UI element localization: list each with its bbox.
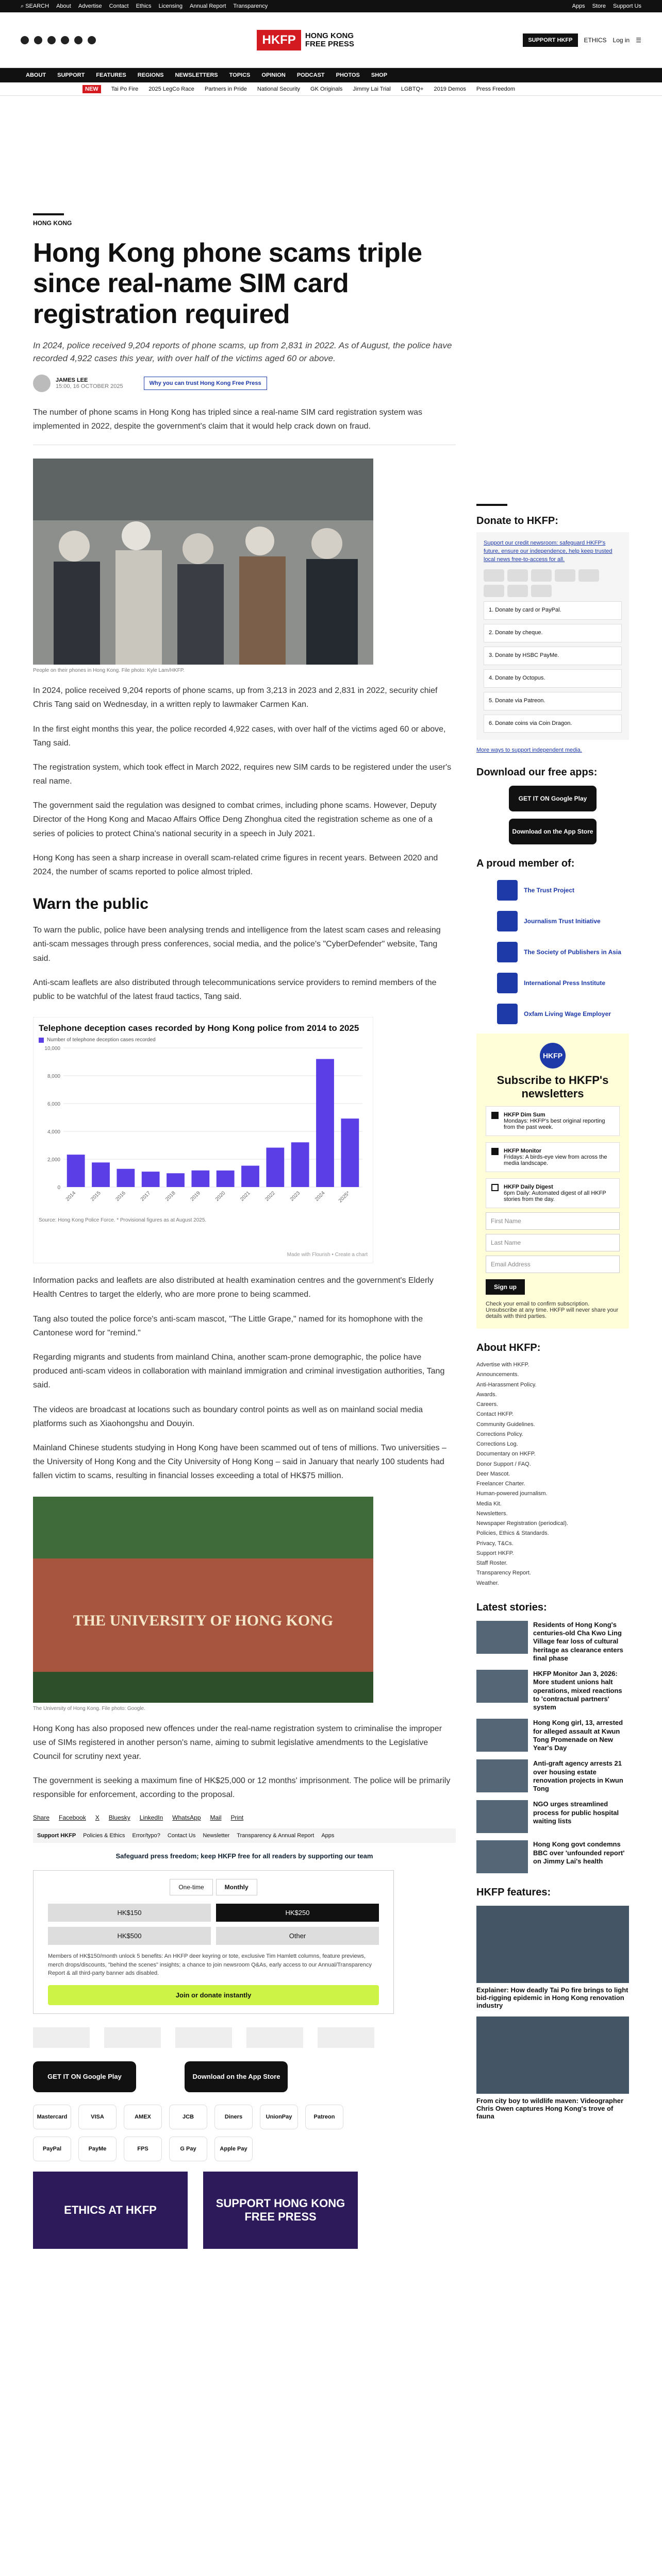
nav-item[interactable]: REGIONS bbox=[137, 72, 164, 78]
paragraph: To warn the public, police have been analysing trends and intelligence from the latest scam cases and releasing anti-scam messages through press conferences, social media, and the police's "CyberDefender" website, Tang said. bbox=[33, 926, 441, 963]
pay-icon: Patreon bbox=[305, 2105, 343, 2129]
pay-icon: PayMe bbox=[78, 2137, 117, 2161]
about-link[interactable]: Staff Roster. bbox=[476, 1560, 508, 1567]
bar[interactable] bbox=[117, 1169, 135, 1187]
paragraph: The registration system, which took effect in March 2022, requires new SIM cards to be registered under the user's real name. bbox=[33, 762, 452, 786]
util-link[interactable]: Store bbox=[592, 3, 606, 9]
hkfp-badge: HKFP bbox=[540, 1043, 566, 1069]
member-title: A proud member of: bbox=[476, 858, 575, 870]
signup-button[interactable]: Sign up bbox=[486, 1279, 525, 1295]
story-title[interactable]: Residents of Hong Kong's centuries-old Cha Kwo Ling Village fear loss of cultural heritage as clearance enters final phase bbox=[533, 1620, 623, 1662]
bar[interactable] bbox=[191, 1171, 209, 1187]
email-input[interactable]: Email Address bbox=[486, 1256, 620, 1273]
lead-paragraph: The number of phone scams in Hong Kong has tripled since a real-name SIM card registration system was implemented in 2022, despite the government's claim that it would help crack down on fraud. bbox=[33, 405, 456, 445]
publish-date: 15:00, 16 OCTOBER 2025 bbox=[56, 383, 123, 389]
about-link[interactable]: Support HKFP. bbox=[476, 1550, 514, 1556]
one-time-toggle[interactable]: One-time bbox=[170, 1879, 212, 1895]
util-link[interactable]: Annual Report bbox=[190, 3, 226, 9]
trending-link[interactable]: 2025 LegCo Race bbox=[148, 86, 194, 92]
member-name: The Society of Publishers in Asia bbox=[524, 948, 621, 956]
about-link[interactable]: Contact HKFP. bbox=[476, 1411, 514, 1418]
story-title[interactable]: HKFP Monitor Jan 3, 2026: More student unions halt operations, mixed reactions to 'contractual partners' system bbox=[533, 1670, 622, 1711]
nav-item[interactable]: NEWSLETTERS bbox=[175, 72, 218, 78]
trust-project-logo bbox=[33, 2027, 90, 2048]
story-title[interactable]: Hong Kong govt condemns BBC over 'unfounded report' on Jimmy Lai's health bbox=[533, 1840, 625, 1865]
story-title[interactable]: Anti-graft agency arrests 21 over housing estate renovation projects in Kwun Tong bbox=[533, 1759, 623, 1793]
support-link[interactable]: Support HKFP bbox=[37, 1833, 76, 1839]
tier-option-selected[interactable]: HK$250 bbox=[216, 1904, 379, 1922]
support-button[interactable]: SUPPORT HKFP bbox=[523, 33, 577, 47]
about-link[interactable]: Anti-Harassment Policy. bbox=[476, 1381, 537, 1388]
support-link[interactable]: Error/typo? bbox=[132, 1833, 160, 1839]
util-link[interactable]: Transparency bbox=[233, 3, 268, 9]
masthead bbox=[0, 12, 662, 68]
card-logos bbox=[484, 569, 622, 597]
tier-option[interactable]: HK$500 bbox=[48, 1927, 211, 1945]
member-logo[interactable] bbox=[497, 880, 629, 901]
apps-title: Download our free apps: bbox=[476, 767, 598, 778]
photo-caption: People on their phones in Hong Kong. File photo: Kyle Lam/HKFP. bbox=[33, 668, 185, 674]
latest-title: Latest stories: bbox=[476, 1601, 547, 1613]
youtube-icon[interactable] bbox=[74, 36, 82, 44]
facebook-icon[interactable] bbox=[21, 36, 29, 44]
share-bar bbox=[33, 1814, 456, 1821]
about-link[interactable]: Donor Support / FAQ. bbox=[476, 1461, 531, 1467]
feature-image[interactable] bbox=[476, 1906, 629, 1983]
app-store-button[interactable]: Download on the App Store bbox=[185, 2061, 288, 2092]
checkbox[interactable] bbox=[491, 1184, 499, 1191]
instagram-icon[interactable] bbox=[47, 36, 56, 44]
jti-logo bbox=[104, 2027, 161, 2048]
support-link[interactable]: Policies & Ethics bbox=[83, 1833, 125, 1839]
member-name: International Press Institute bbox=[524, 979, 606, 987]
monthly-toggle[interactable]: Monthly bbox=[216, 1879, 257, 1895]
chart-title: Telephone deception cases recorded by Hong Kong police from 2014 to 2025 bbox=[39, 1023, 359, 1033]
about-link[interactable]: Announcements. bbox=[476, 1371, 519, 1378]
y-tick-label: 8,000 bbox=[47, 1074, 60, 1080]
sidebar-app-store[interactable]: Download on the App Store bbox=[509, 819, 597, 844]
ipi-logo bbox=[246, 2027, 303, 2048]
utility-bar bbox=[0, 0, 662, 12]
share-x[interactable]: X bbox=[95, 1814, 100, 1822]
share-label: Share bbox=[33, 1814, 50, 1822]
util-link[interactable]: Support Us bbox=[613, 3, 641, 9]
x-tick-label: 2015 bbox=[90, 1190, 102, 1203]
trust-link[interactable]: Why you can trust Hong Kong Free Press bbox=[144, 377, 267, 390]
chart-source: Source: Hong Kong Police Force. * Provisional figures as at August 2025. bbox=[39, 1217, 207, 1224]
feature-title[interactable]: Explainer: How deadly Tai Po fire brings to light bid-rigging epidemic in Hong Kong renovation industry bbox=[476, 1986, 628, 2010]
new-badge: NEW bbox=[82, 85, 101, 93]
more-ways-link[interactable]: More ways to support independent media. bbox=[476, 747, 582, 754]
member-benefits: Members of HK$150/month unlock 5 benefits: An HKFP deer keyring or tote, exclusive Tim Hamlett columns, feature previews, merch drops/discounts, "behind the scenes" insights; a chance to join newsroom Q&As, early access to our Annual/Transparency Report & all third-party banner ads disabled. bbox=[48, 1953, 372, 1977]
tier-option[interactable]: Other bbox=[216, 1927, 379, 1945]
byline bbox=[33, 375, 456, 392]
x-tick-label: 2020 bbox=[214, 1190, 227, 1203]
member-logo[interactable] bbox=[497, 1004, 629, 1024]
about-link[interactable]: Awards. bbox=[476, 1391, 497, 1398]
y-tick-label: 0 bbox=[57, 1185, 60, 1191]
support-promo[interactable]: SUPPORT HONG KONG FREE PRESS bbox=[203, 2172, 358, 2249]
trending-link[interactable]: Press Freedom bbox=[476, 86, 516, 92]
latest-list bbox=[476, 1621, 629, 1874]
photo-caption: The University of Hong Kong. File photo: Google. bbox=[33, 1705, 145, 1711]
bar[interactable] bbox=[291, 1143, 309, 1188]
util-link[interactable]: About bbox=[56, 3, 71, 9]
member-name: Oxfam Living Wage Employer bbox=[524, 1010, 611, 1018]
about-link[interactable]: Documentary on HKFP. bbox=[476, 1451, 536, 1458]
newsletter-option[interactable] bbox=[486, 1178, 620, 1208]
main-nav bbox=[0, 68, 662, 82]
y-tick-label: 6,000 bbox=[47, 1101, 60, 1108]
paragraph: The government said the regulation was designed to combat crimes, including phone scams. However, Deputy Director of the Hong Kong and Macao Affairs Office Deng Zhonghua cited the registration scheme as one of a series of policies to protect China's national security in a speech in July 2021. bbox=[33, 801, 437, 838]
feature-image[interactable] bbox=[476, 2016, 629, 2094]
legend-label: Number of telephone deception cases recorded bbox=[47, 1037, 156, 1043]
section-heading: Warn the public bbox=[33, 895, 148, 913]
paragraph: Hong Kong has also proposed new offences under the real-name registration system to criminalise the improper use of SIMs registered in another person's name, aiming to submit legislative amendments to the Legislative Council for scrutiny next year. bbox=[33, 1724, 442, 1761]
promo-cards bbox=[33, 2172, 456, 2249]
y-tick-label: 4,000 bbox=[47, 1129, 60, 1136]
share-mail[interactable]: Mail bbox=[210, 1814, 222, 1822]
pay-icon: G Pay bbox=[169, 2137, 207, 2161]
x-tick-label: 2024 bbox=[314, 1190, 326, 1203]
pay-icon: UnionPay bbox=[260, 2105, 298, 2129]
support-link[interactable]: Contact Us bbox=[167, 1833, 196, 1839]
member-logo[interactable] bbox=[497, 973, 629, 993]
newsletter-box bbox=[476, 1033, 629, 1329]
paragraph: Mainland Chinese students studying in Hong Kong have been scammed out of tens of millions. Two universities – the University of Hong Kong and the City University of Hong Kong – said in January that nearly 100 students had fallen victim to scams, resulting in financial losses exceeding a total of HK$75 million. bbox=[33, 1443, 446, 1481]
last-name-input[interactable]: Last Name bbox=[486, 1234, 620, 1251]
feature-item[interactable] bbox=[476, 1906, 629, 2009]
x-tick-label: 2018 bbox=[164, 1190, 177, 1203]
story-thumbnail[interactable] bbox=[476, 1670, 528, 1703]
sidebar-rule bbox=[476, 504, 507, 506]
paragraph: In the first eight months this year, the police recorded 4,922 cases, with over half of the victims aged 60 or above, Tang said. bbox=[33, 724, 446, 748]
hku-photo bbox=[33, 1497, 373, 1703]
author-avatar bbox=[33, 375, 51, 392]
article bbox=[33, 96, 456, 2249]
about-link[interactable]: Careers. bbox=[476, 1401, 499, 1408]
util-link[interactable]: Ethics bbox=[136, 3, 152, 9]
option-desc: Fridays: A birds-eye view from across the media landscape. bbox=[504, 1154, 607, 1167]
bar[interactable] bbox=[241, 1166, 259, 1187]
first-name-input[interactable]: First Name bbox=[486, 1212, 620, 1230]
member-name: Journalism Trust Initiative bbox=[524, 918, 601, 925]
about-link[interactable]: Privacy, T&Cs. bbox=[476, 1540, 514, 1547]
about-link[interactable]: Corrections Policy. bbox=[476, 1431, 523, 1437]
member-logo[interactable] bbox=[497, 911, 629, 931]
pay-icon: Diners bbox=[214, 2105, 253, 2129]
trending-link[interactable]: LGBTQ+ bbox=[401, 86, 424, 92]
story-thumbnail[interactable] bbox=[476, 1621, 528, 1654]
search-label[interactable]: SEARCH bbox=[25, 3, 49, 9]
x-tick-label: 2014 bbox=[64, 1190, 77, 1203]
newsletter-note: Check your email to confirm subscription. Unsubscribe at any time. HKFP will never share your details with third parties. bbox=[486, 1301, 619, 1320]
photo-illustration bbox=[33, 459, 373, 665]
share-linkedin[interactable]: LinkedIn bbox=[139, 1814, 163, 1822]
nav-item[interactable]: TOPICS bbox=[229, 72, 251, 78]
x-tick-label: 2016 bbox=[114, 1190, 127, 1203]
about-link[interactable]: Media Kit. bbox=[476, 1500, 502, 1507]
member-logo[interactable] bbox=[497, 942, 629, 962]
story-thumbnail[interactable] bbox=[476, 1800, 528, 1833]
paragraph: Tang also touted the police force's anti-scam mascot, "The Little Grape," named for its homophone with the Cantonese word for "remind." bbox=[33, 1314, 423, 1337]
features-title: HKFP features: bbox=[476, 1887, 551, 1899]
support-link[interactable]: Transparency & Annual Report bbox=[237, 1833, 315, 1839]
pay-icon: PayPal bbox=[33, 2137, 71, 2161]
nav-item[interactable]: OPINION bbox=[261, 72, 286, 78]
safeguard-text: Safeguard press freedom; keep HKFP free for all readers by supporting our team bbox=[115, 1852, 373, 1860]
about-link[interactable]: Advertise with HKFP. bbox=[476, 1362, 529, 1368]
nav-item[interactable]: PODCAST bbox=[296, 72, 325, 78]
payment-methods bbox=[33, 2105, 363, 2161]
story-thumbnail[interactable] bbox=[476, 1759, 528, 1792]
x-tick-label: 2019 bbox=[189, 1190, 202, 1203]
checkbox[interactable] bbox=[491, 1112, 499, 1119]
about-link[interactable]: Freelancer Charter. bbox=[476, 1481, 525, 1487]
search-link[interactable]: ⌕ SEARCH bbox=[21, 3, 49, 9]
x-tick-label: 2017 bbox=[139, 1190, 152, 1203]
latest-story[interactable] bbox=[476, 1759, 629, 1793]
share-print[interactable]: Print bbox=[230, 1814, 244, 1822]
about-link[interactable]: Deer Mascot. bbox=[476, 1470, 510, 1477]
paragraph: Hong Kong has seen a sharp increase in overall scam-related crime figures in recent years. Between 2020 and 2024, the number of scams reported to police almost tripled. bbox=[33, 853, 438, 877]
donate-method[interactable]: 3. Donate by HSBC PayMe. bbox=[484, 647, 622, 665]
oxfam-logo bbox=[318, 2027, 374, 2048]
logo-mark[interactable]: HKFP bbox=[257, 30, 301, 50]
hku-illustration bbox=[33, 1497, 373, 1703]
paragraph: Regarding migrants and students from mainland China, another scam-prone demographic, the police have produced anti-scam videos in collaboration with mainland immigration and criminal investigation authorities, Tang said. bbox=[33, 1353, 445, 1390]
standfirst: In 2024, police received 9,204 reports of phone scams, up from 2,831 in 2022. As of August, the police have recorded 4,922 cases this year, with over half of the victims aged 60 or above. bbox=[33, 340, 452, 364]
about-link[interactable]: Community Guidelines. bbox=[476, 1421, 535, 1428]
donate-method[interactable]: 5. Donate via Patreon. bbox=[484, 692, 622, 710]
nav-item[interactable]: SUPPORT bbox=[57, 72, 85, 78]
chart-svg bbox=[39, 1043, 369, 1213]
x-tick-label: 2021 bbox=[239, 1190, 252, 1203]
site-logo[interactable] bbox=[257, 30, 361, 50]
story-thumbnail[interactable] bbox=[476, 1840, 528, 1873]
util-link[interactable]: Contact bbox=[109, 3, 129, 9]
about-link[interactable]: Human-powered journalism. bbox=[476, 1490, 548, 1497]
latest-story[interactable] bbox=[476, 1800, 629, 1833]
logo-text[interactable]: HONG KONG FREE PRESS bbox=[305, 31, 354, 48]
about-link[interactable]: Newspaper Registration (periodical). bbox=[476, 1520, 568, 1527]
donate-intro[interactable]: Support our credit newsroom: safeguard HKFP's future, ensure our independence, help keep trusted local news free-to-access for all. bbox=[484, 540, 613, 563]
tier-option[interactable]: HK$150 bbox=[48, 1904, 211, 1922]
bar[interactable] bbox=[217, 1171, 235, 1187]
bar[interactable] bbox=[92, 1163, 110, 1188]
pay-icon: VISA bbox=[78, 2105, 117, 2129]
option-name: HKFP Monitor bbox=[504, 1148, 542, 1155]
donate-method[interactable]: 1. Donate by card or PayPal. bbox=[484, 601, 622, 620]
sopa-logo bbox=[175, 2027, 232, 2048]
trending-link[interactable]: Jimmy Lai Trial bbox=[353, 86, 391, 92]
share-whatsapp[interactable]: WhatsApp bbox=[172, 1814, 201, 1822]
latest-story[interactable] bbox=[476, 1670, 629, 1711]
google-play-button[interactable]: GET IT ON Google Play bbox=[33, 2061, 136, 2092]
donate-method[interactable]: 4. Donate by Octopus. bbox=[484, 669, 622, 688]
about-list bbox=[476, 1360, 629, 1588]
pay-icon: JCB bbox=[169, 2105, 207, 2129]
paragraph: Information packs and leaflets are also distributed at health examination centres and the government's Elderly Health Centres to target the elderly, who are more prone to being scammed. bbox=[33, 1276, 434, 1299]
latest-story[interactable] bbox=[476, 1840, 629, 1873]
legend-swatch bbox=[39, 1038, 44, 1043]
feature-item[interactable] bbox=[476, 2016, 629, 2120]
share-bluesky[interactable]: Bluesky bbox=[108, 1814, 130, 1822]
nav-item[interactable]: ABOUT bbox=[26, 72, 46, 78]
pay-icon: Apple Pay bbox=[214, 2137, 253, 2161]
donate-panel bbox=[476, 532, 629, 740]
trending-link[interactable]: 2019 Demos bbox=[434, 86, 466, 92]
author-name[interactable]: JAMES LEE bbox=[56, 377, 88, 383]
story-title[interactable]: NGO urges streamlined process for public hospital waiting lists bbox=[533, 1800, 619, 1825]
bar[interactable] bbox=[266, 1148, 284, 1187]
pay-icon: FPS bbox=[124, 2137, 162, 2161]
partner-logos bbox=[33, 2027, 456, 2048]
chart-credit[interactable]: Made with Flourish • Create a chart bbox=[287, 1252, 368, 1258]
about-link[interactable]: Policies, Ethics & Standards. bbox=[476, 1530, 549, 1537]
x-tick-label: 2025* bbox=[337, 1190, 351, 1204]
newsletter-title: Subscribe to HKFP's newsletters bbox=[496, 1074, 609, 1100]
bar[interactable] bbox=[341, 1118, 359, 1187]
bar[interactable] bbox=[316, 1059, 334, 1188]
trending-link[interactable]: Tai Po Fire bbox=[111, 86, 139, 92]
nav-item[interactable]: PHOTOS bbox=[336, 72, 360, 78]
paragraph: Anti-scam leaflets are also distributed through telecommunications service providers to remind members of the public to be watchful of the latest fraud tactics, Tang said. bbox=[33, 978, 437, 1001]
x-tick-label: 2022 bbox=[264, 1190, 276, 1203]
trending-link[interactable]: GK Originals bbox=[310, 86, 343, 92]
option-name: HKFP Daily Digest bbox=[504, 1184, 553, 1191]
about-link[interactable]: Weather. bbox=[476, 1580, 499, 1586]
donate-method[interactable]: 6. Donate coins via Coin Dragon. bbox=[484, 715, 622, 733]
util-link[interactable]: Licensing bbox=[158, 3, 183, 9]
trending-link[interactable]: National Security bbox=[257, 86, 301, 92]
bar[interactable] bbox=[167, 1174, 185, 1188]
kicker-rule bbox=[33, 213, 64, 215]
nav-item[interactable]: SHOP bbox=[371, 72, 388, 78]
nav-item[interactable]: FEATURES bbox=[96, 72, 126, 78]
donate-method[interactable]: 2. Donate by cheque. bbox=[484, 624, 622, 642]
scam-cases-chart bbox=[33, 1017, 373, 1263]
phone-users-photo bbox=[33, 459, 373, 665]
y-tick-label: 10,000 bbox=[44, 1046, 60, 1052]
x-tick-label: 2023 bbox=[289, 1190, 302, 1203]
pay-icon: AMEX bbox=[124, 2105, 162, 2129]
bar[interactable] bbox=[67, 1155, 85, 1187]
x-icon[interactable] bbox=[34, 36, 42, 44]
about-link[interactable]: Corrections Log. bbox=[476, 1441, 518, 1448]
y-tick-label: 2,000 bbox=[47, 1157, 60, 1163]
donate-title: Donate to HKFP: bbox=[476, 515, 558, 527]
trending-link[interactable]: Partners in Pride bbox=[204, 86, 247, 92]
option-desc: 6pm Daily: Automated digest of all HKFP stories from the day. bbox=[504, 1190, 606, 1203]
story-thumbnail[interactable] bbox=[476, 1719, 528, 1752]
about-title: About HKFP: bbox=[476, 1342, 541, 1354]
headline: Hong Kong phone scams triple since real-name SIM card registration required bbox=[33, 238, 422, 329]
option-desc: Mondays: HKFP's best original reporting from the past week. bbox=[504, 1118, 605, 1131]
chart-legend bbox=[39, 1037, 368, 1043]
linkedin-icon[interactable] bbox=[88, 36, 96, 44]
app-stores bbox=[33, 2061, 456, 2092]
newsletter-option[interactable] bbox=[486, 1106, 620, 1136]
paragraph: The videos are broadcast at locations such as boundary control points as well as on mainland social media platforms such as Xiaohongshu and Douyin. bbox=[33, 1405, 423, 1428]
social-icons bbox=[21, 36, 96, 44]
sidebar bbox=[476, 96, 629, 2249]
member-name: The Trust Project bbox=[524, 887, 575, 894]
story-title[interactable]: Hong Kong girl, 13, arrested for alleged assault at Kwun Tong Promenade on New Year's Day bbox=[533, 1719, 623, 1752]
hku-sign-text: THE UNIVERSITY OF HONG KONG bbox=[73, 1612, 334, 1629]
checkbox[interactable] bbox=[491, 1148, 499, 1155]
pay-icon: Mastercard bbox=[33, 2105, 71, 2129]
option-name: HKFP Dim Sum bbox=[504, 1112, 545, 1118]
latest-story[interactable] bbox=[476, 1719, 629, 1752]
paragraph: The government is seeking a maximum fine of HK$25,000 or 12 months' imprisonment. The police will be primarily responsible for enforcement, according to the proposal. bbox=[33, 1776, 451, 1800]
login-link[interactable]: Log in bbox=[613, 36, 630, 44]
donate-widget bbox=[33, 1870, 394, 2014]
trending-bar bbox=[0, 82, 662, 96]
latest-story[interactable] bbox=[476, 1621, 629, 1663]
util-link[interactable]: Advertise bbox=[78, 3, 102, 9]
join-button[interactable]: Join or donate instantly bbox=[48, 1985, 379, 2005]
support-link[interactable]: Newsletter bbox=[203, 1833, 230, 1839]
share-facebook[interactable]: Facebook bbox=[59, 1814, 86, 1822]
about-link[interactable]: Newsletters. bbox=[476, 1510, 508, 1517]
util-link[interactable]: Apps bbox=[572, 3, 585, 9]
menu-icon[interactable]: ☰ bbox=[636, 36, 641, 44]
support-links bbox=[33, 1828, 456, 1843]
support-link[interactable]: Apps bbox=[321, 1833, 335, 1839]
newsletter-option[interactable] bbox=[486, 1142, 620, 1172]
ethics-link[interactable]: ETHICS bbox=[584, 36, 607, 44]
sidebar-google-play[interactable]: GET IT ON Google Play bbox=[509, 786, 597, 811]
bar[interactable] bbox=[142, 1172, 160, 1187]
ethics-promo[interactable]: ETHICS AT HKFP bbox=[33, 2172, 188, 2249]
section-kicker[interactable]: HONG KONG bbox=[33, 219, 72, 227]
threads-icon[interactable] bbox=[61, 36, 69, 44]
about-link[interactable]: Transparency Report. bbox=[476, 1570, 531, 1577]
paragraph: In 2024, police received 9,204 reports of phone scams, up from 3,213 in 2023 and 2,831 in 2022, security chief Chris Tang said on Wednesday, in a written reply to lawmaker Carmen Kan. bbox=[33, 686, 438, 709]
feature-title[interactable]: From city boy to wildlife maven: Videographer Chris Owen captures Hong Kong's trove of fauna bbox=[476, 2097, 624, 2121]
